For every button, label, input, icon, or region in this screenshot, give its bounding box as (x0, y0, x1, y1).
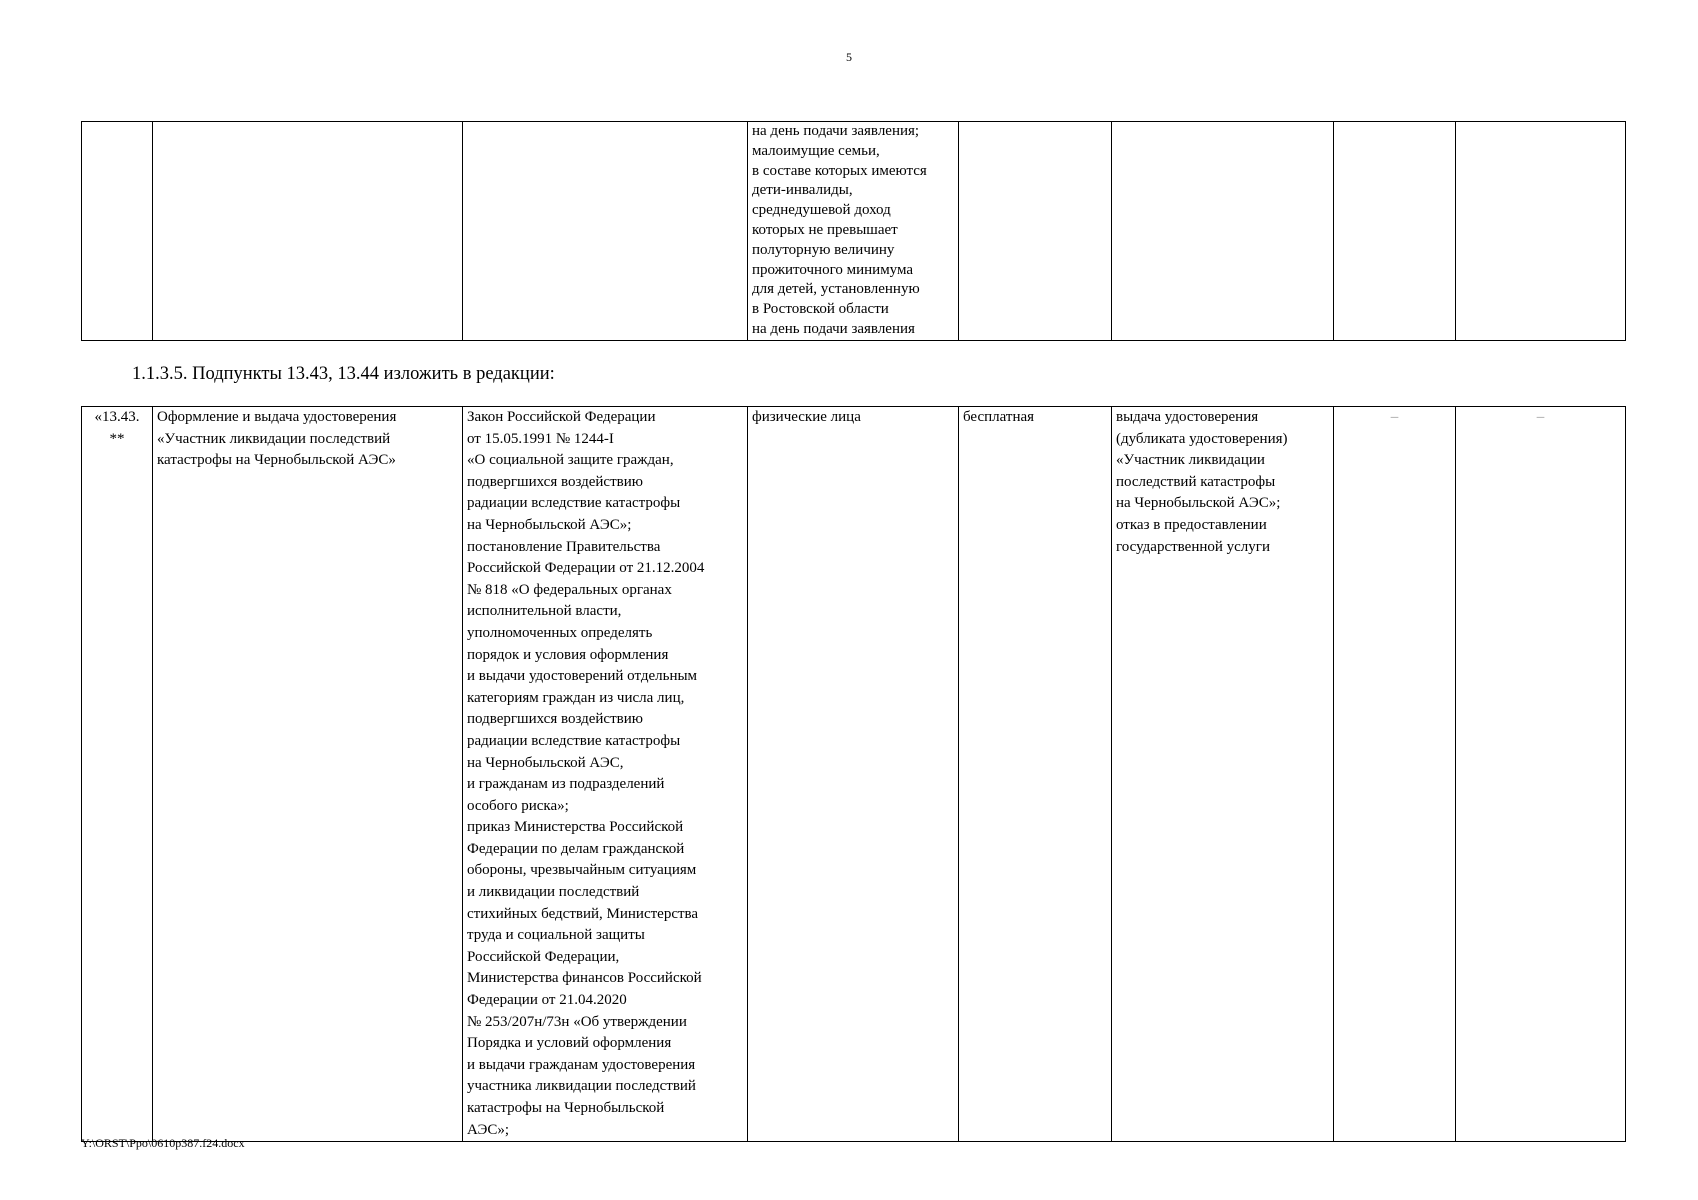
text-line: обороны, чрезвычайным ситуациям (467, 862, 697, 879)
text-line: Российской Федерации, (467, 948, 620, 965)
cell-recipients (748, 407, 959, 1142)
text-line: АЭС»; (467, 1121, 510, 1138)
cell-result (1112, 122, 1334, 341)
cell-col7 (1334, 122, 1456, 341)
text-line: Российской Федерации от 21.12.2004 (467, 560, 705, 577)
text-line: и гражданам из подразделений (467, 776, 665, 793)
text-line: которых не превышает (752, 221, 898, 238)
text-line: малоимущие семьи, (752, 142, 880, 159)
cell-col8 (1456, 122, 1626, 341)
item-note-mark: ** (109, 430, 125, 447)
file-path-footer: Y:\ORST\Ppo\0610p387.f24.docx (81, 1136, 245, 1150)
text-line: от 15.05.1991 № 1244-I (467, 430, 614, 447)
text-line: государственной услуги (1116, 538, 1270, 555)
text-line: радиации вследствие катастрофы (467, 495, 681, 512)
cell-cost (959, 407, 1112, 1142)
text-line: Министерства финансов Российской (467, 970, 702, 987)
text-line: подвергшихся воздействию (467, 473, 643, 490)
text-line: Федерации по делам гражданской (467, 840, 685, 857)
text-line: порядок и условия оформления (467, 646, 669, 663)
continuation-table (81, 121, 1626, 341)
text-line: для детей, установленную (752, 281, 920, 298)
section-heading: 1.1.3.5. Подпункты 13.43, 13.44 изложить в редакции: (132, 364, 555, 384)
dash-mark: – (1536, 409, 1545, 425)
text-line: уполномоченных определять (467, 624, 653, 641)
table-row (82, 122, 1626, 341)
text-line: № 253/207н/73н «Об утверждении (467, 1013, 687, 1030)
text-line: на день подачи заявления (752, 320, 915, 337)
text-line: прожиточного минимума (752, 261, 914, 278)
text-line: Закон Российской Федерации (467, 409, 656, 425)
text-line: постановление Правительства (467, 538, 661, 555)
text-line: в Ростовской области (752, 301, 889, 318)
text-line: особого риска»; (467, 797, 569, 814)
cell-result (1112, 407, 1334, 1142)
item-number: «13.43. (94, 409, 140, 425)
text-line: среднедушевой доход (752, 202, 891, 219)
text-line: катастрофы на Чернобыльской АЭС» (157, 452, 396, 469)
text-line: Оформление и выдача удостоверения (157, 409, 397, 425)
cell-service (153, 122, 463, 341)
text-line: «Участник ликвидации последствий (157, 430, 391, 447)
cell-cost (959, 122, 1112, 341)
cell-legal-basis (463, 407, 748, 1142)
text-line: стихийных бедствий, Министерства (467, 905, 699, 922)
text-line: приказ Министерства Российской (467, 819, 684, 836)
text-line: подвергшихся воздействию (467, 711, 643, 728)
text-line: (дубликата удостоверения) (1116, 430, 1288, 447)
cell-number (82, 407, 153, 1142)
text-line: участника ликвидации последствий (467, 1078, 696, 1095)
text-line: последствий катастрофы (1116, 473, 1276, 490)
text-line: катастрофы на Чернобыльской (467, 1100, 665, 1116)
text-line: на день подачи заявления; (752, 123, 920, 139)
cell-number (82, 122, 153, 341)
text-line: «Участник ликвидации (1116, 452, 1265, 469)
text-line: категориям граждан из числа лиц, (467, 689, 685, 706)
cell-recipients (748, 122, 959, 341)
text-line: на Чернобыльской АЭС, (467, 754, 624, 771)
text-line: и выдачи гражданам удостоверения (467, 1056, 696, 1073)
text-line: радиации вследствие катастрофы (467, 732, 681, 749)
services-table (81, 406, 1626, 1142)
text-line: и ликвидации последствий (467, 884, 640, 901)
text-line: Порядка и условий оформления (467, 1035, 672, 1052)
text-line: полуторную величину (752, 241, 895, 258)
cell-col7 (1334, 407, 1456, 1142)
text-line: № 818 «О федеральных органах (467, 581, 672, 598)
text-line: на Чернобыльской АЭС»; (467, 516, 632, 533)
text-line: Федерации от 21.04.2020 (467, 992, 627, 1009)
cell-service (153, 407, 463, 1142)
text-line: труда и социальной защиты (467, 927, 645, 944)
page-number: 5 (846, 50, 852, 64)
text-line: и выдачи удостоверений отдельным (467, 668, 698, 685)
text-line: «О социальной защите граждан, (467, 452, 674, 469)
text-line: исполнительной власти, (467, 603, 622, 620)
cell-legal-basis (463, 122, 748, 341)
text-line: выдача удостоверения (1116, 409, 1259, 425)
cell-col8 (1456, 407, 1626, 1142)
text-line: отказ в предоставлении (1116, 516, 1267, 533)
text-line: на Чернобыльской АЭС»; (1116, 495, 1281, 512)
dash-mark: – (1390, 409, 1399, 425)
cost-text: бесплатная (963, 409, 1035, 425)
table-row (82, 407, 1626, 1142)
recipients-text: физические лица (752, 409, 861, 425)
text-line: в составе которых имеются (752, 162, 927, 179)
text-line: дети-инвалиды, (752, 182, 853, 199)
